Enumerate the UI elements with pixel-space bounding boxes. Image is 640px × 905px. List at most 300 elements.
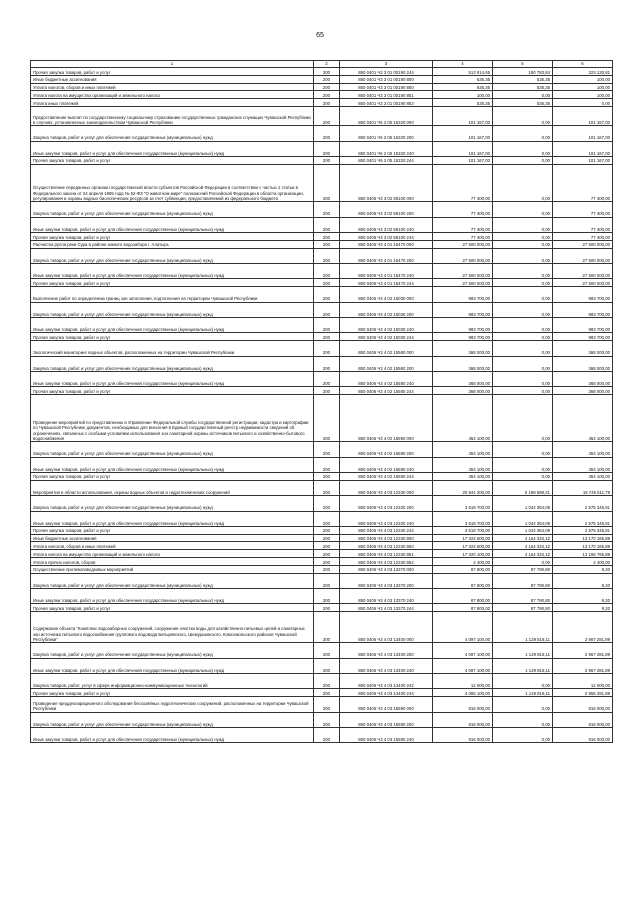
row-name-cell: Прочая закупка товаров, работ и услуг [31, 233, 314, 241]
row-amount-executed-cell: 4 154 334,12 [493, 550, 553, 558]
row-amount-approved-cell: 12 000,00 [433, 674, 493, 689]
row-code-cell: 200 [314, 341, 340, 356]
row-amount-remaining-cell: 454 100,00 [553, 457, 613, 472]
row-name-cell: Закупка товаров, работ и услуг для обеспечения государственных (муниципальных) нужд [31, 356, 314, 371]
row-amount-executed-cell: 0,00 [493, 264, 553, 279]
table-row [31, 511, 613, 526]
row-amount-approved-cell: 983 700,00 [433, 287, 493, 302]
row-classification-cell: 850 0405 Ч3 3 02 59100 200 [340, 202, 433, 217]
row-amount-approved-cell: 635,35 [433, 83, 493, 91]
row-amount-remaining-cell: 2 967 281,89 [553, 643, 613, 658]
row-code-cell: 200 [314, 126, 340, 141]
row-code-cell: 200 [314, 141, 340, 156]
row-amount-executed-cell: 87 790,80 [493, 604, 553, 612]
row-classification-cell: 850 0405 Ч3 3 02 59100 244 [340, 233, 433, 241]
row-name-cell: Закупка товаров, работ, услуг в сфере информационно-коммуникационных технологий [31, 674, 314, 689]
table-row [31, 217, 613, 232]
row-name-cell: Проведение преддекларационного обследования бесхозяйных гидротехнических сооружений, расположенных на территории Чувашской Республики [31, 697, 314, 712]
row-name-cell: Иные закупки товаров, работ и услуг для обеспечения государственных (муниципальных) нужд [31, 141, 314, 156]
row-name-cell: Иные закупки товаров, работ и услуг для обеспечения государственных (муниципальных) нужд [31, 511, 314, 526]
row-classification-cell: 850 0406 Ч3 4 01 15470 244 [340, 279, 433, 287]
row-amount-executed-cell: 4 154 334,12 [493, 534, 553, 542]
row-classification-cell: 850 0406 Ч3 4 03 15590 000 [340, 697, 433, 712]
row-name-cell: Уплата прочих налогов, сборов [31, 558, 314, 566]
row-name-cell: Закупка товаров, работ и услуг для обеспечения государственных (муниципальных) нужд [31, 202, 314, 217]
row-classification-cell: 850 0406 Ч3 4 03 13370 240 [340, 589, 433, 604]
table-row [31, 240, 613, 248]
row-amount-approved-cell: 513 914,65 [433, 68, 493, 76]
row-amount-approved-cell: 17 320 100,00 [433, 550, 493, 558]
column-header: 1 [31, 61, 314, 68]
row-amount-remaining-cell: 101 167,00 [553, 106, 613, 125]
row-code-cell: 200 [314, 689, 340, 697]
row-amount-approved-cell: 368 000,00 [433, 341, 493, 356]
row-code-cell: 200 [314, 240, 340, 248]
row-amount-approved-cell: 454 100,00 [433, 442, 493, 457]
row-amount-executed-cell: 0,00 [493, 674, 553, 689]
row-name-cell: Прочая закупка товаров, работ и услуг [31, 333, 314, 341]
row-classification-cell: 850 0406 Ч3 4 02 15030 244 [340, 333, 433, 341]
row-amount-executed-cell: 0,00 [493, 371, 553, 386]
row-name-cell: Закупка товаров, работ и услуг для обеспечения государственных (муниципальных) нужд [31, 248, 314, 263]
row-name-cell: Иные закупки товаров, работ и услуг для обеспечения государственных (муниципальных) нужд [31, 217, 314, 232]
row-amount-approved-cell: 368 000,00 [433, 371, 493, 386]
row-classification-cell: 850 0406 Ч3 4 03 12330 240 [340, 511, 433, 526]
row-code-cell: 200 [314, 264, 340, 279]
row-amount-executed-cell: 1 129 818,11 [493, 689, 553, 697]
row-classification-cell: 850 0406 Ч3 4 03 12330 000 [340, 480, 433, 495]
row-classification-cell: 850 0406 Ч3 4 03 13400 240 [340, 658, 433, 673]
row-amount-approved-cell: 983 700,00 [433, 333, 493, 341]
row-code-cell: 200 [314, 202, 340, 217]
table-row [31, 302, 613, 317]
page-number: 65 [316, 32, 324, 39]
row-amount-remaining-cell: 916 000,00 [553, 728, 613, 743]
table-row [31, 233, 613, 241]
row-amount-remaining-cell: 9,20 [553, 604, 613, 612]
row-amount-remaining-cell: 101 167,00 [553, 126, 613, 141]
row-amount-executed-cell: 0,00 [493, 558, 553, 566]
table-row [31, 156, 613, 164]
row-code-cell: 200 [314, 604, 340, 612]
row-amount-remaining-cell: 0,00 [553, 99, 613, 107]
row-amount-approved-cell: 4 085 100,00 [433, 689, 493, 697]
row-classification-cell: 850 0406 Ч3 4 02 16590 000 [340, 395, 433, 442]
row-amount-approved-cell: 3 619 700,00 [433, 526, 493, 534]
row-amount-remaining-cell: 9,20 [553, 573, 613, 588]
row-classification-cell: 850 0406 Ч3 4 02 15030 000 [340, 287, 433, 302]
row-amount-executed-cell: 535,35 [493, 75, 553, 83]
row-amount-remaining-cell: 13 170 165,88 [553, 542, 613, 550]
row-amount-executed-cell: 0,00 [493, 472, 553, 480]
row-amount-approved-cell: 20 944 200,00 [433, 480, 493, 495]
table-row [31, 164, 613, 202]
row-amount-approved-cell: 77 400,00 [433, 217, 493, 232]
row-amount-executed-cell: 0,00 [493, 728, 553, 743]
column-header: 5 [493, 61, 553, 68]
row-amount-remaining-cell: 27 500 000,00 [553, 279, 613, 287]
row-code-cell: 200 [314, 534, 340, 542]
row-amount-remaining-cell: 323 130,81 [553, 68, 613, 76]
row-amount-remaining-cell: 101 167,00 [553, 156, 613, 164]
row-code-cell: 200 [314, 99, 340, 107]
row-amount-approved-cell: 101 167,00 [433, 156, 493, 164]
row-code-cell: 200 [314, 480, 340, 495]
row-amount-approved-cell: 635,35 [433, 75, 493, 83]
row-code-cell: 200 [314, 697, 340, 712]
row-classification-cell: 850 0406 Ч3 4 03 12330 850 [340, 542, 433, 550]
row-classification-cell: 850 0401 Ч5 2 05 15320 000 [340, 106, 433, 125]
row-code-cell: 200 [314, 333, 340, 341]
row-classification-cell: 850 0406 Ч3 4 02 15580 244 [340, 387, 433, 395]
row-name-cell: Прочая закупка товаров, работ и услуг [31, 279, 314, 287]
row-amount-remaining-cell: 15 745 511,79 [553, 480, 613, 495]
row-amount-approved-cell: 983 700,00 [433, 317, 493, 332]
column-header: 2 [314, 61, 340, 68]
row-amount-approved-cell: 27 500 000,00 [433, 240, 493, 248]
row-amount-executed-cell: 0,00 [493, 279, 553, 287]
row-classification-cell: 850 0401 Ч3 3 01 00190 853 [340, 99, 433, 107]
row-name-cell: Осуществление противопаводковых мероприятий [31, 565, 314, 573]
row-amount-executed-cell: 1 044 354,09 [493, 526, 553, 534]
row-code-cell: 200 [314, 457, 340, 472]
row-name-cell: Закупка товаров, работ и услуг для обеспечения государственных (муниципальных) нужд [31, 126, 314, 141]
row-amount-approved-cell: 454 100,00 [433, 457, 493, 472]
row-code-cell: 200 [314, 217, 340, 232]
row-amount-remaining-cell: 27 500 000,00 [553, 248, 613, 263]
row-amount-remaining-cell: 27 500 000,00 [553, 264, 613, 279]
row-amount-approved-cell: 87 800,00 [433, 589, 493, 604]
row-classification-cell: 850 0406 Ч3 4 02 15580 240 [340, 371, 433, 386]
row-amount-remaining-cell: 77 400,00 [553, 164, 613, 202]
row-code-cell: 200 [314, 248, 340, 263]
row-amount-executed-cell: 0,00 [493, 202, 553, 217]
row-classification-cell: 850 0406 Ч3 4 03 12330 851 [340, 550, 433, 558]
table-row [31, 126, 613, 141]
table-row [31, 395, 613, 442]
row-name-cell: Прочая закупка товаров, работ и услуг [31, 156, 314, 164]
table-row [31, 480, 613, 495]
row-classification-cell: 850 0406 Ч3 4 02 15580 200 [340, 356, 433, 371]
table-row [31, 106, 613, 125]
row-amount-executed-cell: 1 129 818,11 [493, 658, 553, 673]
row-name-cell: Проведение мероприятий по представлению в Управление Федеральной службы государственной регистрации, кадастра и картографии по Чувашской Республике документов, необходимых для внесения в Единый государственный реестр недвижимости сведений об ограничениях, связанных с особыми условиями использования зон санитарной охраны источников питьевого и хозяйственно-бытового водоснабжения [31, 395, 314, 442]
row-amount-remaining-cell: 916 000,00 [553, 712, 613, 727]
row-amount-executed-cell: 0,00 [493, 164, 553, 202]
row-classification-cell: 850 0406 Ч3 4 03 15590 200 [340, 712, 433, 727]
table-row [31, 534, 613, 542]
row-name-cell: Уплата налога на имущество организаций и земельного налога [31, 550, 314, 558]
row-classification-cell: 850 0405 Ч3 3 02 59100 240 [340, 217, 433, 232]
row-amount-approved-cell: 454 100,00 [433, 395, 493, 442]
table-row [31, 697, 613, 712]
row-amount-executed-cell: 87 790,80 [493, 573, 553, 588]
row-amount-executed-cell: 0,00 [493, 395, 553, 442]
table-row [31, 91, 613, 99]
table-row [31, 371, 613, 386]
row-amount-approved-cell: 27 500 000,00 [433, 248, 493, 263]
row-code-cell: 200 [314, 106, 340, 125]
table-row [31, 526, 613, 534]
row-amount-approved-cell: 100,00 [433, 91, 493, 99]
row-classification-cell: 850 0406 Ч3 4 03 12330 800 [340, 534, 433, 542]
row-name-cell: Иные бюджетные ассигнования [31, 75, 314, 83]
row-amount-executed-cell: 0,00 [493, 240, 553, 248]
row-amount-approved-cell: 101 167,00 [433, 106, 493, 125]
table-row [31, 442, 613, 457]
table-row [31, 202, 613, 217]
row-amount-approved-cell: 4 097 100,00 [433, 612, 493, 643]
row-amount-remaining-cell: 983 700,00 [553, 302, 613, 317]
row-amount-remaining-cell: 27 500 000,00 [553, 240, 613, 248]
row-amount-approved-cell: 27 500 000,00 [433, 264, 493, 279]
row-code-cell: 200 [314, 233, 340, 241]
table-row [31, 99, 613, 107]
row-amount-executed-cell: 0,00 [493, 233, 553, 241]
row-code-cell: 200 [314, 317, 340, 332]
row-name-cell: Осуществление переданных органам государственной власти субъектов Российской Федерации в соответствии с частью 1 статьи 6 Федерального закона от 24 апреля 1995 года № 52-ФЗ "О животном мире" полномочий Российской Федерации в области организации, регулирования и охраны водных биологических ресурсов за счет субвенции, предоставляемой из федерального бюджета [31, 164, 314, 202]
row-code-cell: 200 [314, 302, 340, 317]
row-code-cell: 200 [314, 565, 340, 573]
row-classification-cell: 850 0406 Ч3 4 02 16590 200 [340, 442, 433, 457]
row-amount-remaining-cell: 101 167,00 [553, 141, 613, 156]
row-amount-approved-cell: 368 000,00 [433, 387, 493, 395]
row-code-cell: 200 [314, 164, 340, 202]
row-amount-remaining-cell: 2 575 345,91 [553, 496, 613, 511]
row-amount-approved-cell: 17 324 500,00 [433, 534, 493, 542]
row-amount-executed-cell: 87 790,80 [493, 589, 553, 604]
table-row [31, 287, 613, 302]
table-row [31, 387, 613, 395]
row-code-cell: 200 [314, 542, 340, 550]
row-code-cell: 200 [314, 371, 340, 386]
row-amount-executed-cell: 1 129 818,11 [493, 612, 553, 643]
row-name-cell: Иные бюджетные ассигнования [31, 534, 314, 542]
row-amount-remaining-cell: 983 700,00 [553, 333, 613, 341]
row-name-cell: Прочая закупка товаров, работ и услуг [31, 387, 314, 395]
row-amount-approved-cell: 535,35 [433, 99, 493, 107]
row-amount-executed-cell: 190 783,84 [493, 68, 553, 76]
row-code-cell: 200 [314, 558, 340, 566]
row-amount-executed-cell: 0,00 [493, 333, 553, 341]
row-amount-executed-cell: 1 044 354,09 [493, 511, 553, 526]
row-code-cell: 200 [314, 658, 340, 673]
row-amount-approved-cell: 87 800,00 [433, 573, 493, 588]
row-amount-remaining-cell: 454 100,00 [553, 472, 613, 480]
row-amount-executed-cell: 1 044 354,09 [493, 496, 553, 511]
row-amount-executed-cell: 0,00 [493, 141, 553, 156]
row-classification-cell: 850 0406 Ч3 4 03 13370 000 [340, 565, 433, 573]
row-amount-executed-cell: 0,00 [493, 106, 553, 125]
row-amount-approved-cell: 101 167,00 [433, 141, 493, 156]
row-classification-cell: 850 0406 Ч3 4 01 15470 000 [340, 240, 433, 248]
table-row [31, 68, 613, 76]
table-row [31, 550, 613, 558]
row-classification-cell: 850 0406 Ч3 4 01 15470 200 [340, 248, 433, 263]
table-row [31, 248, 613, 263]
row-name-cell: Прочая закупка товаров, работ и услуг [31, 68, 314, 76]
row-classification-cell: 850 0405 Ч3 3 02 59100 000 [340, 164, 433, 202]
row-classification-cell: 850 0406 Ч3 4 03 13400 200 [340, 643, 433, 658]
row-classification-cell: 850 0406 Ч3 4 03 13400 244 [340, 689, 433, 697]
row-amount-remaining-cell: 12 000,00 [553, 674, 613, 689]
row-amount-remaining-cell: 9,20 [553, 589, 613, 604]
row-code-cell: 200 [314, 156, 340, 164]
row-code-cell: 200 [314, 728, 340, 743]
row-amount-remaining-cell: 916 000,00 [553, 697, 613, 712]
row-classification-cell: 850 0406 Ч3 4 03 12330 200 [340, 496, 433, 511]
row-amount-approved-cell: 27 500 000,00 [433, 279, 493, 287]
row-name-cell: Закупка товаров, работ и услуг для обеспечения государственных (муниципальных) нужд [31, 643, 314, 658]
row-amount-approved-cell: 454 100,00 [433, 472, 493, 480]
row-amount-remaining-cell: 100,00 [553, 91, 613, 99]
row-amount-remaining-cell: 100,00 [553, 75, 613, 83]
row-amount-executed-cell: 0,00 [493, 387, 553, 395]
row-classification-cell: 850 0401 Ч3 3 01 00190 244 [340, 68, 433, 76]
row-code-cell: 200 [314, 287, 340, 302]
row-classification-cell: 850 0406 Ч3 4 02 15030 240 [340, 317, 433, 332]
table-row [31, 658, 613, 673]
row-amount-approved-cell: 916 000,00 [433, 728, 493, 743]
row-name-cell: Экологический мониторинг водных объектов, расположенных на территории Чувашской Республики [31, 341, 314, 356]
row-classification-cell: 850 0401 Ч3 3 01 00190 851 [340, 91, 433, 99]
row-amount-remaining-cell: 4 400,00 [553, 558, 613, 566]
row-amount-executed-cell: 0,00 [493, 217, 553, 232]
table-row [31, 75, 613, 83]
row-amount-approved-cell: 77 400,00 [433, 233, 493, 241]
row-code-cell: 200 [314, 573, 340, 588]
row-classification-cell: 850 0406 Ч3 4 01 15470 240 [340, 264, 433, 279]
row-name-cell: Закупка товаров, работ и услуг для обеспечения государственных (муниципальных) нужд [31, 573, 314, 588]
row-amount-approved-cell: 4 097 100,00 [433, 658, 493, 673]
row-code-cell: 200 [314, 612, 340, 643]
table-row [31, 643, 613, 658]
row-classification-cell: 850 0406 Ч3 4 03 13370 244 [340, 604, 433, 612]
row-name-cell: Иные закупки товаров, работ и услуг для обеспечения государственных (муниципальных) нужд [31, 728, 314, 743]
row-amount-remaining-cell: 454 100,00 [553, 442, 613, 457]
row-classification-cell: 850 0406 Ч3 4 02 15580 000 [340, 341, 433, 356]
row-amount-approved-cell: 17 324 500,00 [433, 542, 493, 550]
row-amount-executed-cell: 0,00 [493, 126, 553, 141]
row-name-cell: Мероприятия в области использования, охраны водных объектов и гидротехнических сооружений [31, 480, 314, 495]
table-row [31, 472, 613, 480]
row-amount-remaining-cell: 983 700,00 [553, 287, 613, 302]
column-header: 6 [553, 61, 613, 68]
table-row [31, 264, 613, 279]
row-amount-executed-cell: 0,00 [493, 317, 553, 332]
row-amount-executed-cell: 0,00 [493, 442, 553, 457]
table-row [31, 279, 613, 287]
row-classification-cell: 850 0406 Ч3 4 02 15030 200 [340, 302, 433, 317]
row-name-cell: Прочая закупка товаров, работ и услуг [31, 689, 314, 697]
row-amount-approved-cell: 87 800,00 [433, 604, 493, 612]
row-code-cell: 200 [314, 83, 340, 91]
row-amount-remaining-cell: 368 000,00 [553, 387, 613, 395]
row-classification-cell: 850 0406 Ч3 4 02 16590 244 [340, 472, 433, 480]
row-classification-cell: 850 0406 Ч3 4 03 15590 240 [340, 728, 433, 743]
row-amount-executed-cell: 0,00 [493, 341, 553, 356]
row-amount-approved-cell: 3 619 700,00 [433, 511, 493, 526]
row-amount-approved-cell: 77 400,00 [433, 202, 493, 217]
row-name-cell: Прочая закупка товаров, работ и услуг [31, 526, 314, 534]
row-classification-cell: 850 0401 Ч5 2 05 15320 200 [340, 126, 433, 141]
row-amount-remaining-cell: 2 575 345,91 [553, 526, 613, 534]
row-code-cell: 200 [314, 395, 340, 442]
row-amount-approved-cell: 101 167,00 [433, 126, 493, 141]
row-amount-approved-cell: 87 800,00 [433, 565, 493, 573]
row-code-cell: 200 [314, 356, 340, 371]
row-amount-remaining-cell: 2 955 281,89 [553, 689, 613, 697]
row-classification-cell: 850 0401 Ч5 2 05 15320 244 [340, 156, 433, 164]
column-number-row [31, 61, 613, 68]
row-code-cell: 200 [314, 511, 340, 526]
row-name-cell: Прочая закупка товаров, работ и услуг [31, 604, 314, 612]
row-classification-cell: 850 0406 Ч3 4 02 16590 240 [340, 457, 433, 472]
row-classification-cell: 850 0406 Ч3 4 03 13400 242 [340, 674, 433, 689]
row-amount-executed-cell: 0,00 [493, 712, 553, 727]
row-name-cell: Расчистка русла реки Сура в районе южного водозабора г. Алатырь [31, 240, 314, 248]
row-name-cell: Предоставление выплат по государственному социальному страхованию государственных гражданских служащих Чувашской Республики в случаях, установленных законодательством Чувашской Республики [31, 106, 314, 125]
table-row [31, 141, 613, 156]
table-row [31, 356, 613, 371]
row-amount-remaining-cell: 2 967 281,89 [553, 658, 613, 673]
row-amount-executed-cell: 4 154 334,12 [493, 542, 553, 550]
row-amount-remaining-cell: 9,20 [553, 565, 613, 573]
row-classification-cell: 850 0406 Ч3 4 03 12330 244 [340, 526, 433, 534]
row-amount-executed-cell: 535,35 [493, 83, 553, 91]
row-amount-approved-cell: 983 700,00 [433, 302, 493, 317]
row-amount-remaining-cell: 13 170 165,88 [553, 534, 613, 542]
row-amount-executed-cell: 87 790,80 [493, 565, 553, 573]
row-amount-executed-cell: 5 198 688,21 [493, 480, 553, 495]
row-name-cell: Иные закупки товаров, работ и услуг для обеспечения государственных (муниципальных) нужд [31, 589, 314, 604]
table-row [31, 573, 613, 588]
budget-execution-table [30, 60, 613, 743]
row-amount-approved-cell: 77 400,00 [433, 164, 493, 202]
row-code-cell: 200 [314, 712, 340, 727]
row-amount-remaining-cell: 2 967 281,89 [553, 612, 613, 643]
table-row [31, 83, 613, 91]
row-amount-remaining-cell: 454 100,00 [553, 395, 613, 442]
row-code-cell: 200 [314, 387, 340, 395]
row-amount-approved-cell: 3 619 700,00 [433, 496, 493, 511]
table-row [31, 712, 613, 727]
row-name-cell: Иные закупки товаров, работ и услуг для обеспечения государственных (муниципальных) нужд [31, 658, 314, 673]
row-name-cell: Закупка товаров, работ и услуг для обеспечения государственных (муниципальных) нужд [31, 496, 314, 511]
row-amount-executed-cell: 0,00 [493, 356, 553, 371]
row-name-cell: Уплата налогов, сборов и иных платежей [31, 542, 314, 550]
row-code-cell: 200 [314, 91, 340, 99]
row-amount-executed-cell: 0,00 [493, 697, 553, 712]
table-row [31, 341, 613, 356]
row-name-cell: Иные закупки товаров, работ и услуг для обеспечения государственных (муниципальных) нужд [31, 317, 314, 332]
row-name-cell: Закупка товаров, работ и услуг для обеспечения государственных (муниципальных) нужд [31, 442, 314, 457]
table-row [31, 612, 613, 643]
table-row [31, 604, 613, 612]
row-code-cell: 200 [314, 674, 340, 689]
table-row [31, 542, 613, 550]
row-name-cell: Закупка товаров, работ и услуг для обеспечения государственных (муниципальных) нужд [31, 302, 314, 317]
row-amount-remaining-cell: 13 165 765,88 [553, 550, 613, 558]
row-amount-approved-cell: 368 000,00 [433, 356, 493, 371]
row-code-cell: 200 [314, 75, 340, 83]
row-code-cell: 200 [314, 526, 340, 534]
row-amount-executed-cell: 535,35 [493, 99, 553, 107]
row-name-cell: Уплата налога на имущество организаций и земельного налога [31, 91, 314, 99]
table-row [31, 496, 613, 511]
row-classification-cell: 850 0401 Ч3 3 01 00190 850 [340, 83, 433, 91]
row-classification-cell: 850 0401 Ч3 3 01 00190 800 [340, 75, 433, 83]
